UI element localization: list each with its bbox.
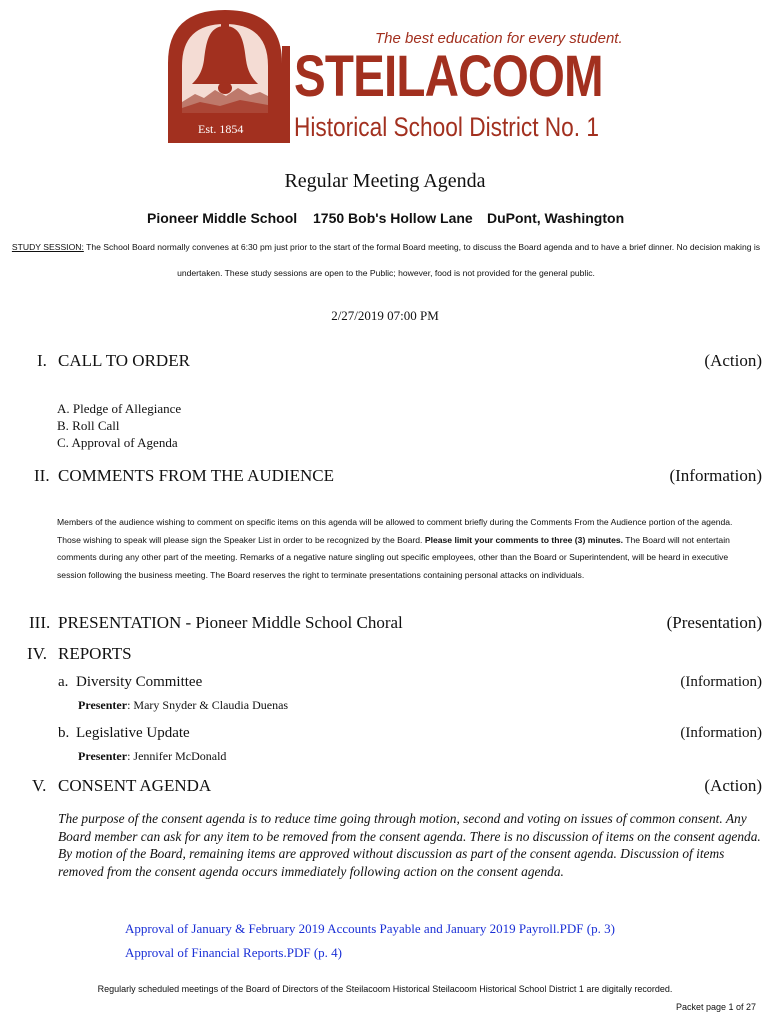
section-tag: (Action): [704, 776, 762, 795]
list-item: C. Approval of Agenda: [57, 435, 178, 450]
page-title: Regular Meeting Agenda: [284, 170, 486, 192]
logo-tagline: The best education for every student.: [375, 30, 623, 47]
report-letter: b.: [58, 725, 70, 741]
section-title-reports: REPORTS: [58, 644, 132, 663]
school-address: 1750 Bob's Hollow Lane: [313, 210, 473, 226]
report-presenter: [78, 698, 288, 713]
report-letter: a.: [58, 674, 69, 690]
bell-icon: [190, 18, 260, 98]
section-tag: (Action): [704, 351, 762, 370]
district-logo: [160, 8, 623, 143]
meeting-datetime: 2/27/2019 07:00 PM: [331, 308, 439, 323]
section-title-call-to-order: CALL TO ORDER: [58, 351, 190, 370]
study-session-line2: undertaken. These study sessions are open to the Public; however, food is not provided for the general public.: [177, 268, 595, 278]
study-session-note: [8, 234, 764, 286]
presenter-names: : Jennifer McDonald: [127, 749, 227, 763]
section-title-comments: COMMENTS FROM THE AUDIENCE: [58, 466, 334, 485]
attachment-link-accounts-payable[interactable]: Approval of January & February 2019 Accounts Payable and January 2019 Payroll.PDF (p. 3): [125, 921, 615, 936]
consent-paragraph: The purpose of the consent agenda is to reduce time going through motion, second and voting on issues of common consent. Any Board member can ask for any item to be removed from the consent agenda. There is no discussion of items on the consent agenda. By motion of the Board, remaining items are approved without discussion as part of the consent agenda. Discussion of items removed from the consent agenda occurs immediately following action on the consent agenda.: [58, 811, 761, 879]
section-tag: (Information): [669, 466, 762, 485]
section-number: V.: [32, 776, 47, 795]
section-number: III.: [29, 613, 51, 632]
logo-established: Est. 1854: [198, 122, 244, 136]
comments-paragraph: [57, 514, 757, 584]
report-tag: (Information): [680, 674, 762, 690]
school-city: DuPont, Washington: [487, 210, 625, 226]
school-name: Pioneer Middle School: [147, 210, 298, 226]
report-presenter: [78, 749, 226, 764]
section-title-presentation: PRESENTATION - Pioneer Middle School Choral: [58, 613, 403, 632]
report-tag: (Information): [680, 725, 762, 741]
comments-text-a: Members of the audience wishing to comment on specific items on this agenda will be allowed to comment briefly during the Comments From the Audience portion of the agenda. Those wishing to speak will please sign the Speaker List in order to be recognized by the Board.: [57, 517, 733, 545]
page-number: Packet page 1 of 27: [675, 1002, 756, 1012]
presenter-names: : Mary Snyder & Claudia Duenas: [127, 698, 289, 712]
list-item: A. Pledge of Allegiance: [57, 401, 182, 416]
report-title-diversity: Diversity Committee: [76, 674, 203, 690]
comments-time-limit: Please limit your comments to three (3) minutes.: [424, 534, 624, 545]
call-to-order-items: [57, 400, 181, 451]
section-tag: (Presentation): [666, 613, 762, 632]
logo-district: Historical School District No. 1: [294, 112, 600, 142]
logo-name: STEILACOOM: [294, 44, 603, 109]
presenter-label: Presenter: [78, 698, 128, 712]
presenter-label: Presenter: [78, 749, 128, 763]
section-number: IV.: [27, 644, 47, 663]
list-item: B. Roll Call: [57, 418, 120, 433]
study-session-line1: The School Board normally convenes at 6:30 pm just prior to the start of the formal Board meeting, to discuss the Board agenda and to have a brief dinner. No decision making is: [86, 242, 761, 252]
comments-text-b: The Board will not entertain comments during any other part of the meeting. Remarks of a negative nature singling out specific employees, other than the Board or Superintendent, will be heard in executive session following the business meeting. The Board reserves the right to terminate presentations containing personal attacks on individuals.: [57, 534, 730, 580]
section-number: I.: [37, 351, 47, 370]
section-title-consent: CONSENT AGENDA: [58, 776, 212, 795]
study-session-label: STUDY SESSION:: [11, 242, 84, 252]
attachment-link-financial-reports[interactable]: Approval of Financial Reports.PDF (p. 4): [125, 945, 343, 960]
section-number: II.: [34, 466, 50, 485]
recording-note: Regularly scheduled meetings of the Board of Directors of the Steilacoom Historical Steilacoom Historical School District 1 are digitally recorded.: [97, 984, 673, 994]
report-title-legislative: Legislative Update: [76, 725, 190, 741]
